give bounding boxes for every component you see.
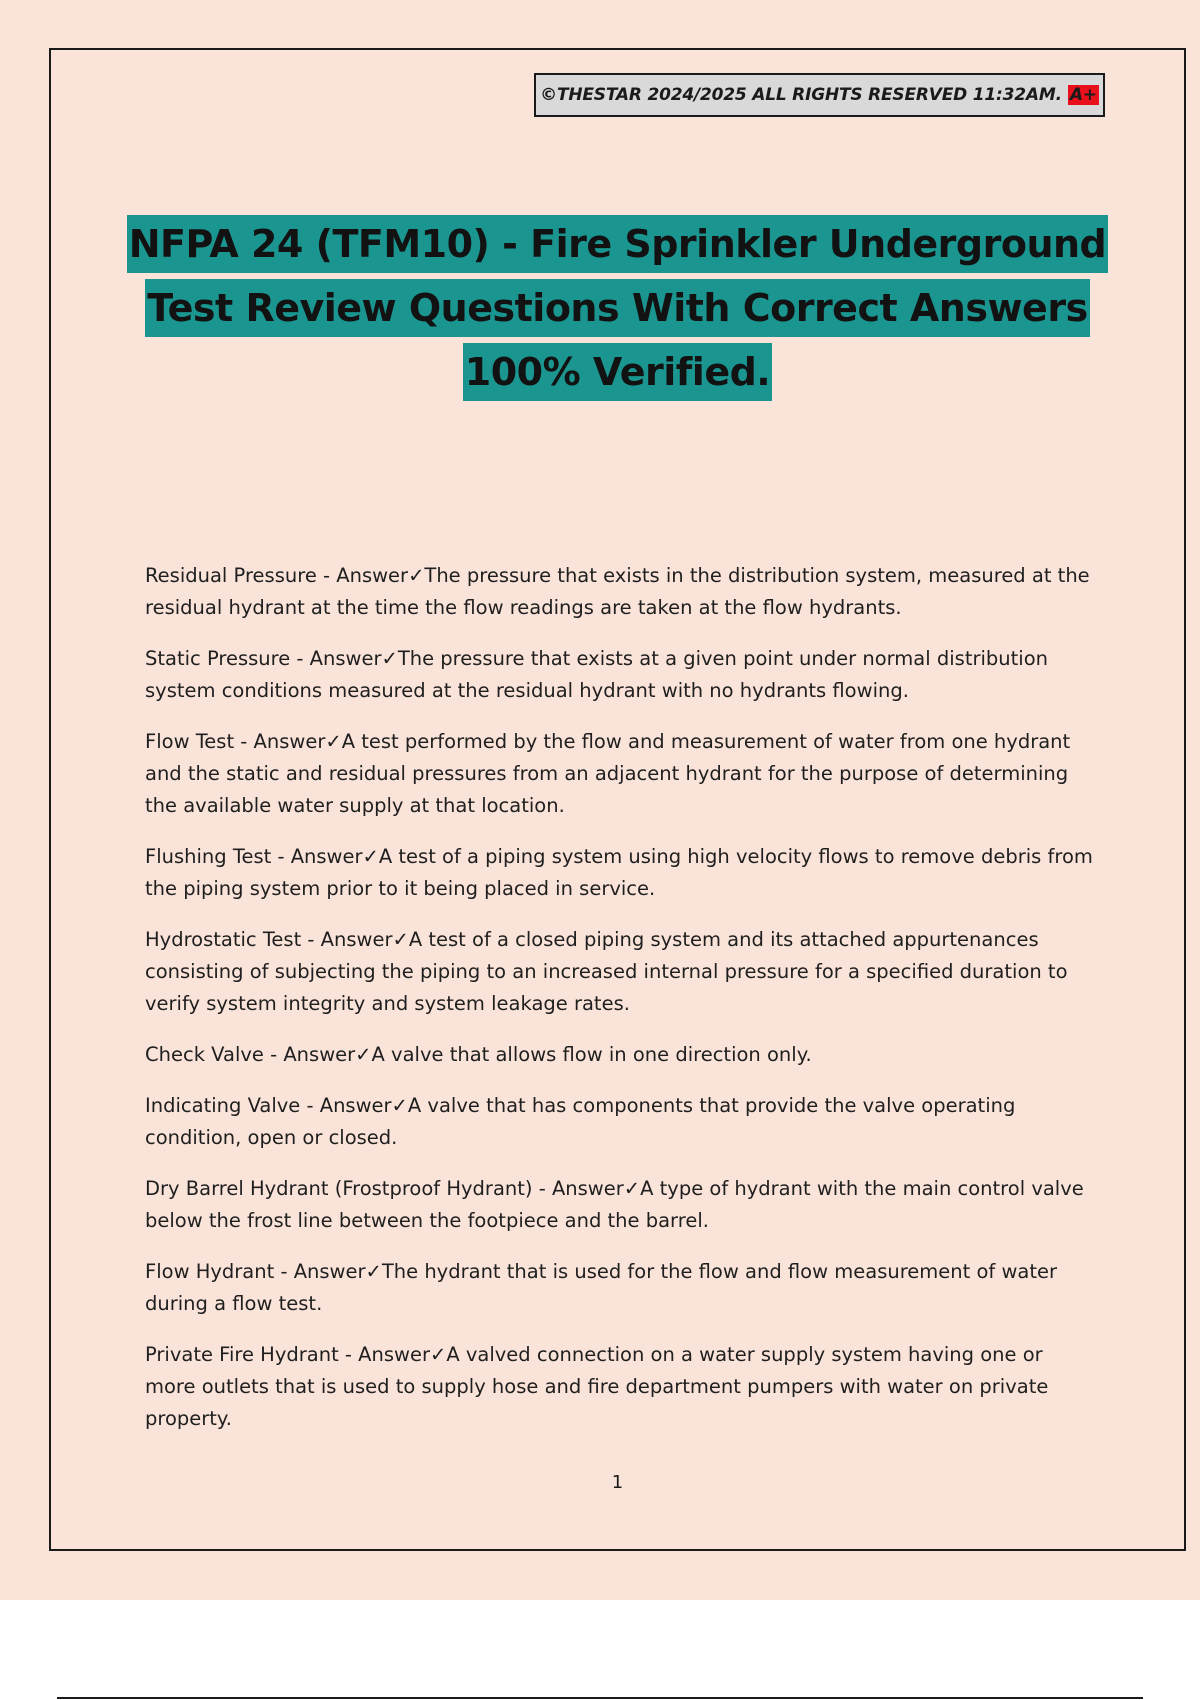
definition-hydrostatic-test: Hydrostatic Test - Answer✓A test of a closed piping system and its attached appurtenances consisting of subjecting the piping to an increased internal pressure for a specified duration to verify system integrity and system leakage rates.	[145, 928, 1068, 1015]
title-line: Test Review Questions With Correct Answers	[145, 279, 1089, 337]
definition-private-fire-hydrant: Private Fire Hydrant - Answer✓A valved connection on a water supply system having one or more outlets that is used to supply hose and fire department pumpers with water on private property.	[145, 1343, 1049, 1430]
document-title	[90, 212, 1145, 404]
definition-static-pressure: Static Pressure - Answer✓The pressure that exists at a given point under normal distribution system conditions measured at the residual hydrant with no hydrants flowing.	[145, 647, 1048, 702]
copyright-text: ©THESTAR 2024/2025 ALL RIGHTS RESERVED 11:32AM.	[540, 85, 1062, 105]
next-page-divider	[57, 1697, 1143, 1699]
definition-flushing-test: Flushing Test - Answer✓A test of a piping system using high velocity flows to remove debris from the piping system prior to it being placed in service.	[145, 845, 1093, 900]
definition-dry-barrel-hydrant: Dry Barrel Hydrant (Frostproof Hydrant) - Answer✓A type of hydrant with the main control valve below the frost line between the footpiece and the barrel.	[145, 1177, 1084, 1232]
grade-badge: A+	[1069, 85, 1097, 105]
definition-indicating-valve: Indicating Valve - Answer✓A valve that has components that provide the valve operating condition, open or closed.	[145, 1094, 1016, 1149]
copyright-banner	[534, 73, 1105, 117]
definition-flow-test: Flow Test - Answer✓A test performed by the flow and measurement of water from one hydrant and the static and residual pressures from an adjacent hydrant for the purpose of determining the available water supply at that location.	[145, 730, 1071, 817]
definition-residual-pressure: Residual Pressure - Answer✓The pressure that exists in the distribution system, measured at the residual hydrant at the time the flow readings are taken at the flow hydrants.	[145, 564, 1090, 619]
page-number: 1	[611, 1472, 624, 1493]
definition-list	[145, 560, 1095, 1454]
title-line: 100% Verified.	[463, 343, 772, 401]
title-line: NFPA 24 (TFM10) - Fire Sprinkler Underground	[127, 215, 1109, 273]
definition-check-valve: Check Valve - Answer✓A valve that allows flow in one direction only.	[145, 1043, 812, 1066]
definition-flow-hydrant: Flow Hydrant - Answer✓The hydrant that is used for the flow and flow measurement of water during a flow test.	[145, 1260, 1058, 1315]
